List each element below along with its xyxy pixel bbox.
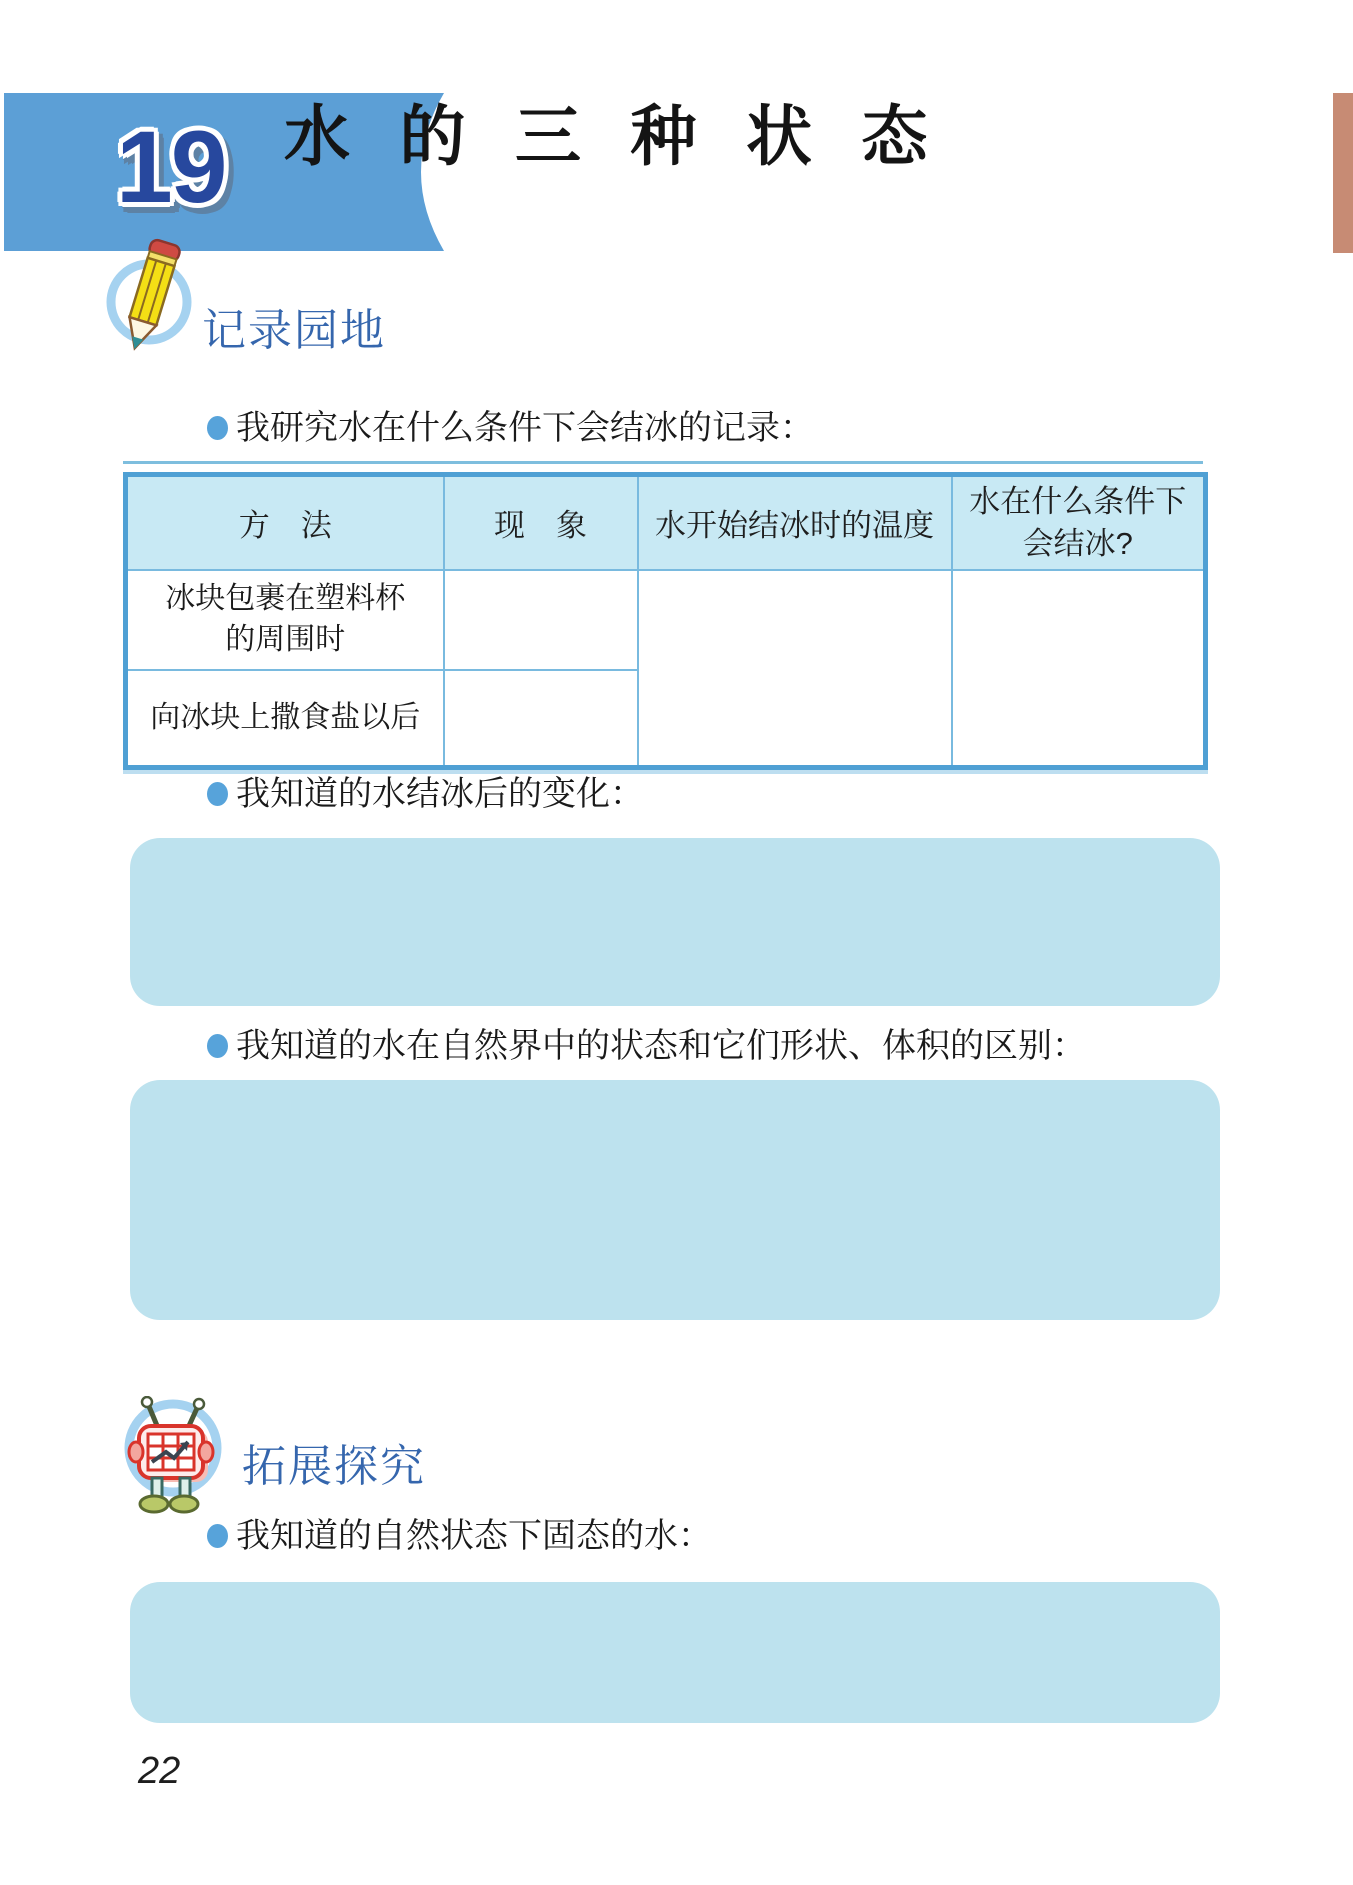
section-title-explore: 拓展探究 [242, 1442, 426, 1491]
table-header-phenomenon: 现 象 [444, 475, 638, 570]
prompt-text: 我研究水在什么条件下会结冰的记录： [236, 410, 814, 447]
prompt-text: 我知道的水在自然界中的状态和它们形状、体积的区别： [236, 1028, 1086, 1065]
table-header-method: 方 法 [126, 475, 444, 570]
table-header-temperature: 水开始结冰时的温度 [638, 475, 952, 570]
method-text-line: 向冰块上撒食盐以后 [150, 700, 421, 734]
answer-box-freeze-changes[interactable] [130, 838, 1220, 1006]
freeze-observation-table [123, 472, 1208, 770]
bullet-dot [207, 782, 228, 806]
chapter-side-tab [1333, 93, 1353, 253]
prompt-water-states [207, 1026, 1086, 1069]
phenomenon-answer-cell-1[interactable] [444, 570, 638, 670]
bullet-dot [207, 416, 228, 440]
decorative-rule [123, 461, 1203, 464]
table-header-condition-line1: 水在什么条件下 [969, 484, 1187, 519]
method-cell-ice-wrapped [126, 570, 444, 670]
table-header-condition-line2: 会结冰? [1022, 525, 1133, 561]
method-text-line: 冰块包裹在塑料杯 [165, 582, 406, 616]
lesson-title: 水的三种状态 [284, 99, 977, 173]
bullet-dot [207, 1034, 228, 1058]
prompt-text: 我知道的自然状态下固态的水： [236, 1518, 712, 1555]
robot-icon [118, 1396, 234, 1518]
pencil-icon [101, 238, 201, 356]
method-cell-salt-on-ice [126, 670, 444, 768]
answer-box-water-states[interactable] [130, 1080, 1220, 1320]
bullet-dot [207, 1524, 228, 1548]
lesson-number: 19 [116, 110, 226, 224]
page-number: 22 [138, 1750, 181, 1792]
condition-answer-cell[interactable] [952, 570, 1206, 768]
method-text-line: 的周围时 [225, 622, 346, 656]
temperature-answer-cell[interactable] [638, 570, 952, 768]
section-title-record: 记录园地 [202, 306, 386, 355]
prompt-freeze-changes [207, 774, 644, 817]
prompt-freeze-record [207, 408, 814, 451]
prompt-text: 我知道的水结冰后的变化： [236, 776, 644, 813]
answer-box-solid-water[interactable] [130, 1582, 1220, 1723]
phenomenon-answer-cell-2[interactable] [444, 670, 638, 768]
prompt-solid-water [207, 1516, 712, 1559]
table-header-condition [952, 475, 1206, 570]
